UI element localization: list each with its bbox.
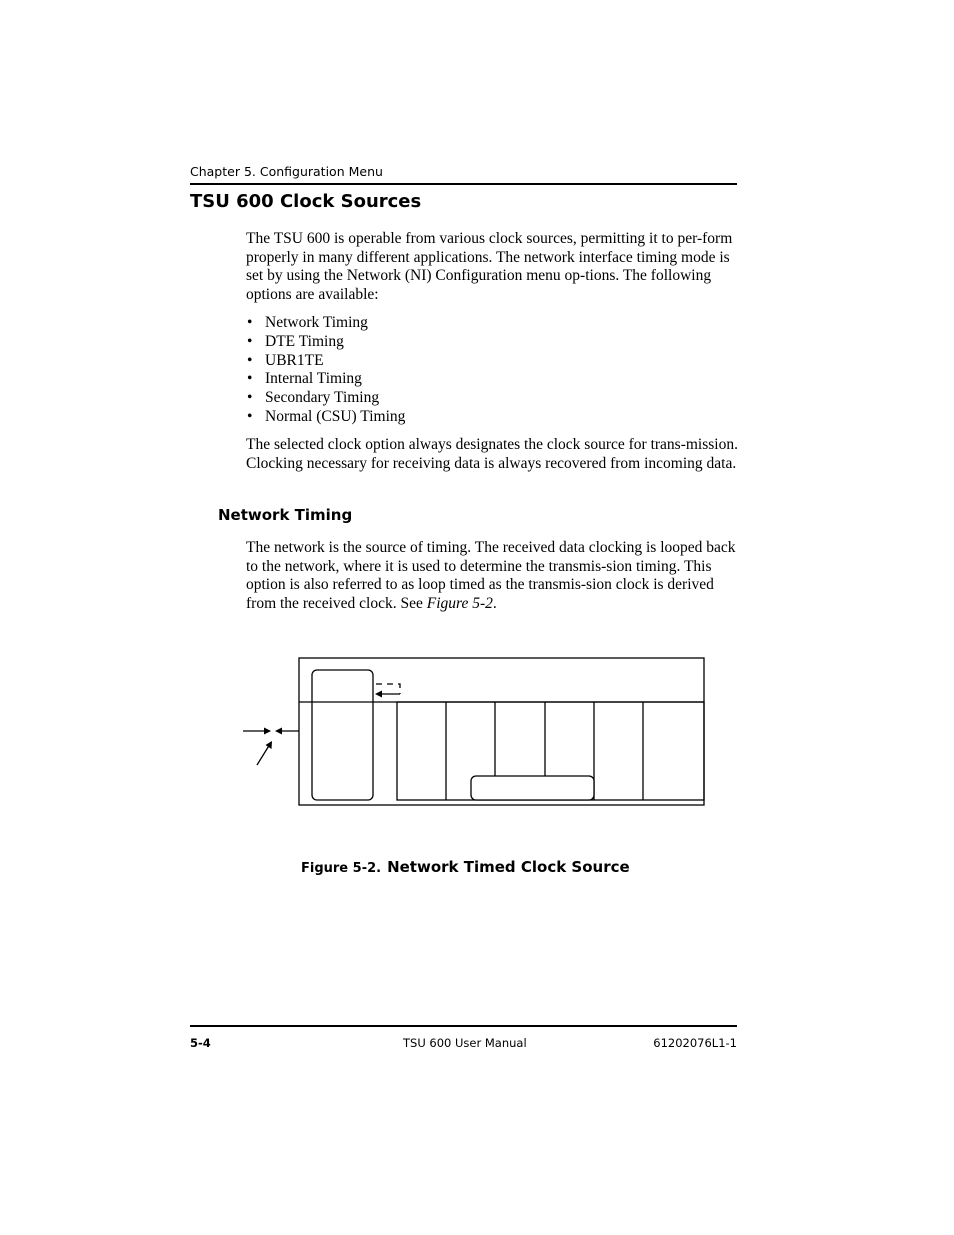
arrowhead-icon xyxy=(266,741,273,749)
running-head: Chapter 5. Configuration Menu xyxy=(190,164,383,179)
network-timing-text: The network is the source of timing. The received data clocking is looped back to the network, where it is used to determine the transmis-sion timing. This option is also referred to as loop timed as the transmis-sion clock is derived from the received clock. See xyxy=(246,539,736,613)
bullet-icon: • xyxy=(247,389,253,407)
arrowhead-icon xyxy=(264,728,271,735)
list-item-label: Normal (CSU) Timing xyxy=(265,407,406,425)
bullet-icon: • xyxy=(247,407,253,425)
footer-manual-title: TSU 600 User Manual xyxy=(403,1036,527,1050)
list-item-label: UBR1TE xyxy=(265,351,324,369)
list-item-label: DTE Timing xyxy=(265,332,344,350)
clock-options-list xyxy=(246,314,405,427)
page-number: 5-4 xyxy=(190,1036,211,1050)
figure-label: Figure 5-2. xyxy=(301,861,382,876)
list-item xyxy=(246,352,405,371)
option-card xyxy=(471,776,594,800)
clock-note-paragraph: The selected clock option always designates the clock source for trans-mission. Clocking necessary for receiving data is always recovered from incoming data. xyxy=(246,436,738,472)
network-timing-paragraph xyxy=(246,539,738,614)
bullet-icon: • xyxy=(247,370,253,388)
bullet-icon: • xyxy=(247,314,253,331)
figure-reference-link[interactable]: Figure 5-2 xyxy=(426,595,493,613)
arrowhead-icon xyxy=(375,691,382,698)
section-title: TSU 600 Clock Sources xyxy=(190,191,422,212)
network-timed-clock-diagram xyxy=(240,650,710,810)
arrowhead-icon xyxy=(275,728,282,735)
diagram-lines xyxy=(243,658,704,805)
intro-paragraph: The TSU 600 is operable from various clock sources, permitting it to per-form properly in many different applications. The network interface timing mode is set by using the Network (NI) Configuration menu op-tions. The following options are available: xyxy=(246,230,733,304)
bullet-icon: • xyxy=(247,351,253,369)
list-item xyxy=(246,408,405,427)
bullet-icon: • xyxy=(247,332,253,350)
footer-doc-number: 61202076L1-1 xyxy=(653,1036,737,1050)
list-item-label: Secondary Timing xyxy=(265,389,380,407)
list-item-label: Network Timing xyxy=(265,314,368,331)
network-interface-module xyxy=(312,670,373,800)
list-item xyxy=(246,314,405,333)
clock-pointer-line xyxy=(257,744,270,765)
list-item-label: Internal Timing xyxy=(265,370,362,388)
list-item xyxy=(246,370,405,389)
footer-rule xyxy=(190,1025,737,1027)
diagram-arrowheads xyxy=(264,691,382,750)
figure-title: Network Timed Clock Source xyxy=(387,858,630,876)
figure-caption xyxy=(301,857,630,876)
list-item xyxy=(246,333,405,352)
subsection-title: Network Timing xyxy=(218,506,353,524)
list-item xyxy=(246,389,405,408)
header-rule xyxy=(190,183,737,185)
network-timing-text-end: . xyxy=(492,595,497,613)
